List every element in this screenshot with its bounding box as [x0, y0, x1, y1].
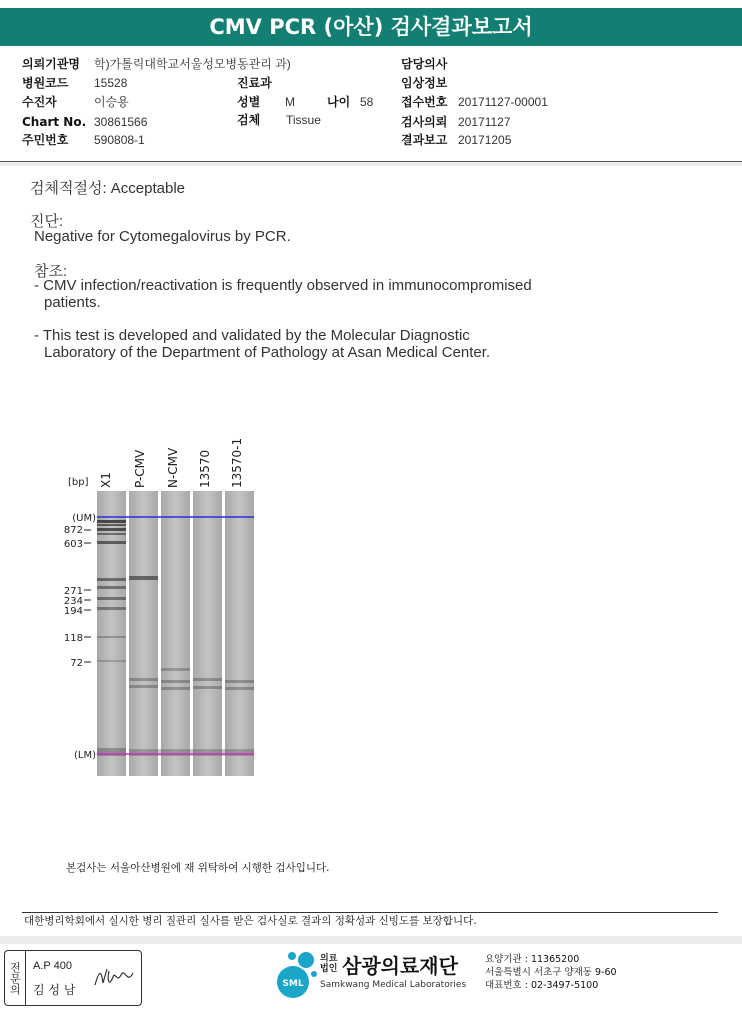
diagnosis-value: Negative for Cytomegalovirus by PCR. [34, 228, 291, 245]
adequacy-label: 검체적절성: [30, 180, 111, 197]
receipt-no-label: 접수번호 [401, 95, 448, 109]
gel-lane-13570 [193, 491, 222, 776]
lane-label-13570: 13570 [198, 449, 212, 488]
resident-no-label: 주민번호 [22, 133, 69, 147]
size-label-72: 72 [70, 658, 83, 669]
pathologist-name: 김 성 남 [33, 983, 76, 997]
org-phone: 대표번호 : 02-3497-5100 [485, 980, 599, 991]
note1-line2: patients. [44, 294, 101, 311]
note1-line1: - CMV infection/reactivation is frequently observed in immunocompromised [34, 277, 532, 294]
org-type-line2: 법인 [320, 964, 338, 974]
resident-no-value: 590808-1 [94, 133, 145, 147]
age-value: 58 [360, 95, 374, 109]
signature-image [91, 963, 137, 993]
size-labels [64, 513, 96, 761]
note2-line2: Laboratory of the Department of Pathology at Asan Medical Center. [44, 344, 491, 361]
lane-label-13570-1: 13570-1 [230, 437, 244, 488]
receipt-no-value: 20171127-00001 [458, 95, 548, 109]
adequacy-value: Acceptable [110, 180, 186, 197]
patient-name-label: 수진자 [22, 95, 57, 109]
size-label-lm: (LM) [73, 750, 96, 761]
chart-no-value: 30861566 [94, 115, 148, 129]
quality-note: 대한병리학회에서 실시한 병리 질관리 실사를 받은 검사실로 결과의 정확성과 신빙도를 보장합니다. [24, 915, 477, 927]
lane-label-n-cmv: N-CMV [166, 447, 180, 488]
specimen-value: Tissue [286, 113, 321, 127]
report-title: CMV PCR (아산) 검사결과보고서 [0, 8, 742, 46]
outsourced-note: 본검사는 서울아산병원에 재 위탁하여 시행한 검사입니다. [66, 862, 330, 874]
size-label-234: 234 [63, 596, 83, 607]
age-label: 나이 [327, 95, 351, 109]
org-english: Samkwang Medical Laboratories [320, 980, 467, 990]
lane-labels [99, 438, 244, 488]
lane-label-x1: X1 [99, 472, 113, 488]
dept-label: 진료과 [237, 76, 272, 90]
size-label-603: 603 [63, 539, 83, 550]
hospital-code-label: 병원코드 [22, 76, 69, 90]
hospital-code-value: 15528 [94, 76, 128, 90]
report-date-label: 결과보고 [401, 133, 448, 147]
size-label-872: 872 [63, 525, 83, 536]
request-date-value: 20171127 [458, 115, 511, 129]
pathologist-box [4, 950, 142, 1006]
notes-label: 참조: [34, 263, 68, 280]
sex-value: M [285, 95, 295, 109]
diagnosis-label: 진단: [30, 213, 64, 230]
pathologist-id: A.P 400 [33, 960, 72, 972]
chart-no-label: Chart No. [22, 115, 87, 129]
size-label-um: (UM) [72, 513, 96, 524]
clinical-info-label: 임상정보 [401, 76, 448, 90]
org-type-line1: 의료 [320, 954, 338, 964]
report-date-value: 20171205 [458, 133, 512, 147]
doctor-label: 담당의사 [401, 57, 448, 71]
footer-band [0, 936, 742, 944]
institution-label: 의뢰기관명 [22, 57, 80, 71]
logo-text: SML [282, 979, 304, 989]
specimen-label: 검체 [237, 113, 261, 127]
org-name: 삼광의료재단 [342, 954, 458, 978]
gel-lane-p-cmv [129, 491, 158, 776]
size-label-118: 118 [63, 633, 83, 644]
size-label-271: 271 [63, 586, 83, 597]
sex-label: 성별 [237, 95, 261, 109]
patient-name-value: 이승용 [94, 95, 129, 109]
size-label-194: 194 [63, 606, 83, 617]
org-address: 서울특별시 서초구 양재동 9-60 [485, 967, 617, 978]
size-ticks [84, 530, 91, 662]
gel-unit-label: [bp] [68, 477, 89, 488]
pathologist-title: 전문의 [5, 951, 26, 1005]
gel-lane-n-cmv [161, 491, 190, 776]
lane-label-p-cmv: P-CMV [133, 449, 147, 488]
note2-line1: - This test is developed and validated by the Molecular Diagnostic [34, 327, 470, 344]
org-code: 요양기관 : 11365200 [485, 954, 580, 965]
request-date-label: 검사의뢰 [401, 115, 448, 129]
sml-logo-icon [270, 948, 320, 1000]
institution-value: 학)가톨릭대학교서울성모병동관리 과) [94, 57, 291, 71]
gel-lane-13570-1 [225, 491, 254, 776]
